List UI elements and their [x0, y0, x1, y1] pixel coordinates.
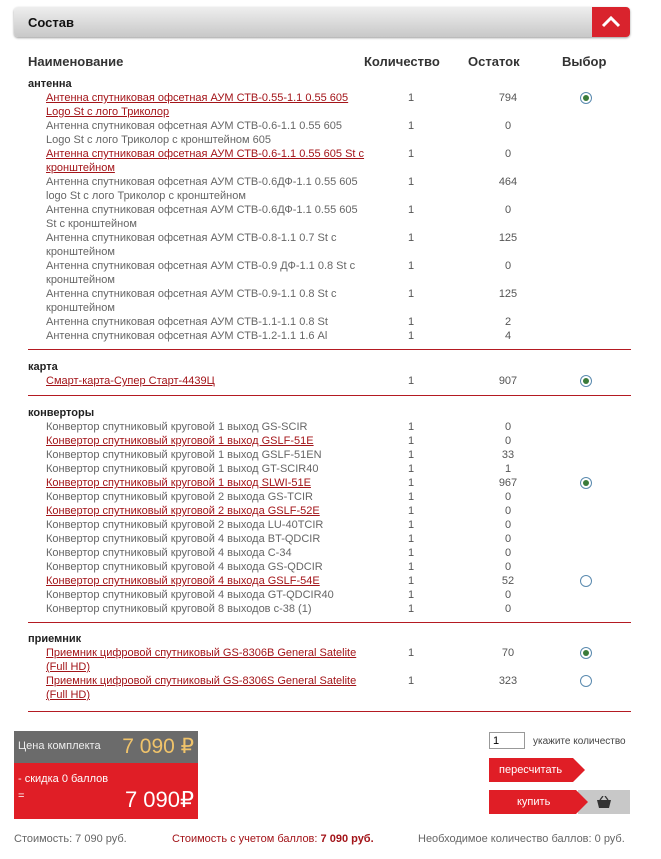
- table-row: [28, 490, 631, 504]
- equals-sign: =: [18, 790, 25, 802]
- quantity-cell: 1: [408, 603, 415, 615]
- table-row: [28, 546, 631, 560]
- final-price: 7 090₽: [124, 787, 194, 812]
- product-link[interactable]: Конвертор спутниковый круговой 4 выхода GSLF-54E: [46, 575, 320, 587]
- product-name: Конвертор спутниковый круговой 1 выход GS-SCIR: [46, 421, 308, 433]
- table-row: [28, 434, 631, 448]
- product-name: Конвертор спутниковый круговой 1 выход GSLF-51EN: [46, 449, 322, 461]
- quantity-cell: 1: [408, 148, 415, 160]
- group-0: [28, 78, 631, 343]
- price-value: 7 090 ₽: [122, 735, 194, 758]
- buy-button[interactable]: [489, 790, 576, 814]
- product-link[interactable]: Конвертор спутниковый круговой 2 выхода GSLF-52E: [46, 505, 320, 517]
- group-title: приемник: [28, 633, 82, 645]
- stock-cell: 0: [504, 561, 512, 573]
- stock-cell: 464: [498, 176, 518, 188]
- stock-cell: 0: [504, 148, 512, 160]
- group-3: [28, 633, 631, 702]
- quantity-cell: 1: [408, 675, 415, 687]
- table-row: [28, 462, 631, 476]
- stock-cell: 0: [504, 421, 512, 433]
- table-row: [28, 374, 631, 388]
- stock-cell: 0: [504, 491, 512, 503]
- price-panel: [14, 731, 198, 819]
- stock-cell: 4: [504, 330, 512, 342]
- group-2: [28, 407, 631, 616]
- quantity-cell: 1: [408, 505, 415, 517]
- cost-text: Стоимость: 7 090 руб.: [14, 833, 127, 845]
- group-divider: [28, 711, 631, 712]
- select-radio[interactable]: [580, 92, 592, 104]
- quantity-cell: 1: [408, 92, 415, 104]
- stock-cell: 1: [504, 463, 512, 475]
- quantity-cell: 1: [408, 547, 415, 559]
- table-row: [28, 175, 631, 203]
- cost-with-points: [172, 833, 374, 845]
- stock-cell: 323: [498, 675, 518, 687]
- product-link[interactable]: Антенна спутниковая офсетная АУМ СТВ-0.6-1.1 0.55 605 St с кронштейном: [46, 148, 365, 174]
- product-name: Конвертор спутниковый круговой 2 выхода GS-TCIR: [46, 491, 313, 503]
- table-row: [28, 646, 631, 674]
- table-row: [28, 287, 631, 315]
- stock-cell: 70: [501, 647, 515, 659]
- recalculate-button[interactable]: [489, 758, 573, 782]
- table-row: [28, 315, 631, 329]
- recalculate-label: пересчитать: [499, 764, 563, 776]
- quantity-cell: 1: [408, 533, 415, 545]
- table-row: [28, 329, 631, 343]
- table-row: [28, 203, 631, 231]
- stock-cell: 52: [501, 575, 515, 587]
- stock-cell: 0: [504, 603, 512, 615]
- table-row: [28, 259, 631, 287]
- stock-cell: 0: [504, 505, 512, 517]
- stock-cell: 907: [498, 375, 518, 387]
- group-1: [28, 361, 631, 388]
- stock-cell: 0: [504, 589, 512, 601]
- table-row: [28, 602, 631, 616]
- quantity-cell: 1: [408, 449, 415, 461]
- discount-label: - скидка 0 баллов: [18, 773, 109, 785]
- composition-header: [14, 7, 630, 37]
- select-radio[interactable]: [580, 477, 592, 489]
- stock-cell: 0: [504, 120, 512, 132]
- select-radio[interactable]: [580, 675, 592, 687]
- stock-cell: 2: [504, 316, 512, 328]
- quantity-cell: 1: [408, 260, 415, 272]
- product-name: Антенна спутниковая офсетная АУМ СТВ-0.9-1.1 0.8 St с кронштейном: [46, 288, 337, 314]
- quantity-cell: 1: [408, 519, 415, 531]
- table-row: [28, 147, 631, 175]
- table-row: [28, 574, 631, 588]
- quantity-cell: 1: [408, 491, 415, 503]
- cost-points-label: Стоимость с учетом баллов:: [172, 833, 318, 845]
- table-row: [28, 448, 631, 462]
- product-name: Конвертор спутниковый круговой 1 выход GT-SCIR40: [46, 463, 319, 475]
- col-stock-header: Остаток: [468, 54, 520, 69]
- product-name: Антенна спутниковая офсетная АУМ СТВ-0.9 ДФ-1.1 0.8 St с кронштейном: [46, 260, 356, 286]
- product-name: Конвертор спутниковый круговой 4 выхода C-34: [46, 547, 292, 559]
- quantity-cell: 1: [408, 647, 415, 659]
- quantity-input[interactable]: [489, 732, 525, 749]
- product-link[interactable]: Конвертор спутниковый круговой 1 выход SLWI-51E: [46, 477, 311, 489]
- product-name: Конвертор спутниковый круговой 2 выхода LU-40TCIR: [46, 519, 324, 531]
- basket-icon: [596, 796, 612, 809]
- product-name: Конвертор спутниковый круговой 4 выхода GS-QDCIR: [46, 561, 323, 573]
- table-row: [28, 420, 631, 434]
- cost-points-value: 7 090 руб.: [320, 833, 374, 845]
- product-name: Антенна спутниковая офсетная АУМ СТВ-0.8-1.1 0.7 St с кронштейном: [46, 232, 337, 258]
- table-row: [28, 560, 631, 574]
- product-name: Антенна спутниковая офсетная АУМ СТВ-0.6ДФ-1.1 0.55 605 logo St с лого Триколор с кронштейном: [46, 176, 358, 202]
- table-row: [28, 532, 631, 546]
- quantity-cell: 1: [408, 176, 415, 188]
- group-divider: [28, 349, 631, 350]
- product-link[interactable]: Приемник цифровой спутниковый GS-8306B General Satelite (Full HD): [46, 647, 357, 673]
- stock-cell: 967: [498, 477, 518, 489]
- table-row: [28, 518, 631, 532]
- quantity-cell: 1: [408, 589, 415, 601]
- table-row: [28, 91, 631, 119]
- product-name: Антенна спутниковая офсетная АУМ СТВ-0.6-1.1 0.55 605 Logo St с лого Триколор с кронштейном 605: [46, 120, 343, 146]
- quantity-cell: 1: [408, 288, 415, 300]
- quantity-cell: 1: [408, 204, 415, 216]
- points-needed: Необходимое количество баллов: 0 руб.: [418, 833, 625, 845]
- select-radio[interactable]: [580, 575, 592, 587]
- stock-cell: 794: [498, 92, 518, 104]
- stock-cell: 33: [501, 449, 515, 461]
- table-row: [28, 231, 631, 259]
- col-qty-header: Количество: [364, 54, 440, 69]
- group-divider: [28, 622, 631, 623]
- quantity-cell: 1: [408, 232, 415, 244]
- table-row: [28, 588, 631, 602]
- product-name: Конвертор спутниковый круговой 4 выхода BT-QDCIR: [46, 533, 321, 545]
- table-row: [28, 674, 631, 702]
- stock-cell: 125: [498, 232, 518, 244]
- stock-cell: 0: [504, 533, 512, 545]
- quantity-cell: 1: [408, 477, 415, 489]
- product-link[interactable]: Конвертор спутниковый круговой 1 выход GSLF-51E: [46, 435, 314, 447]
- stock-cell: 0: [504, 547, 512, 559]
- stock-cell: 0: [504, 435, 512, 447]
- quantity-cell: 1: [408, 575, 415, 587]
- quantity-cell: 1: [408, 120, 415, 132]
- group-title: антенна: [28, 78, 72, 90]
- product-name: Антенна спутниковая офсетная АУМ СТВ-1.2-1.1 1.6 Al: [46, 330, 328, 342]
- quantity-cell: 1: [408, 561, 415, 573]
- stock-cell: 0: [504, 260, 512, 272]
- chevron-up-icon: [601, 16, 621, 28]
- table-row: [28, 119, 631, 147]
- quantity-cell: 1: [408, 435, 415, 447]
- stock-cell: 0: [504, 519, 512, 531]
- quantity-hint: укажите количество: [533, 736, 626, 747]
- quantity-cell: 1: [408, 375, 415, 387]
- stock-cell: 0: [504, 204, 512, 216]
- section-title: Состав: [28, 15, 74, 30]
- table-row: [28, 476, 631, 490]
- product-link[interactable]: Антенна спутниковая офсетная АУМ СТВ-0.55-1.1 0.55 605 Logo St с лого Триколор: [46, 92, 349, 118]
- product-link[interactable]: Смарт-карта-Супер Старт-4439Ц: [46, 375, 215, 387]
- product-name: Антенна спутниковая офсетная АУМ СТВ-1.1-1.1 0.8 St: [46, 316, 328, 328]
- price-label: Цена комплекта: [18, 740, 101, 752]
- quantity-cell: 1: [408, 421, 415, 433]
- stock-cell: 125: [498, 288, 518, 300]
- product-name: Антенна спутниковая офсетная АУМ СТВ-0.6ДФ-1.1 0.55 605 St с кронштейном: [46, 204, 358, 230]
- quantity-cell: 1: [408, 463, 415, 475]
- product-name: Конвертор спутниковый круговой 4 выхода GT-QDCIR40: [46, 589, 334, 601]
- select-radio[interactable]: [580, 375, 592, 387]
- group-divider: [28, 395, 631, 396]
- product-link[interactable]: Приемник цифровой спутниковый GS-8306S General Satelite (Full HD): [46, 675, 357, 701]
- select-radio[interactable]: [580, 647, 592, 659]
- group-title: конверторы: [28, 407, 95, 419]
- table-row: [28, 504, 631, 518]
- buy-label: купить: [517, 796, 551, 808]
- product-name: Конвертор спутниковый круговой 8 выходов с-38 (1): [46, 603, 312, 615]
- col-choice-header: Выбор: [562, 54, 607, 69]
- group-title: карта: [28, 361, 58, 373]
- quantity-cell: 1: [408, 316, 415, 328]
- col-name-header: Наименование: [28, 54, 124, 69]
- collapse-button[interactable]: [592, 7, 630, 37]
- quantity-cell: 1: [408, 330, 415, 342]
